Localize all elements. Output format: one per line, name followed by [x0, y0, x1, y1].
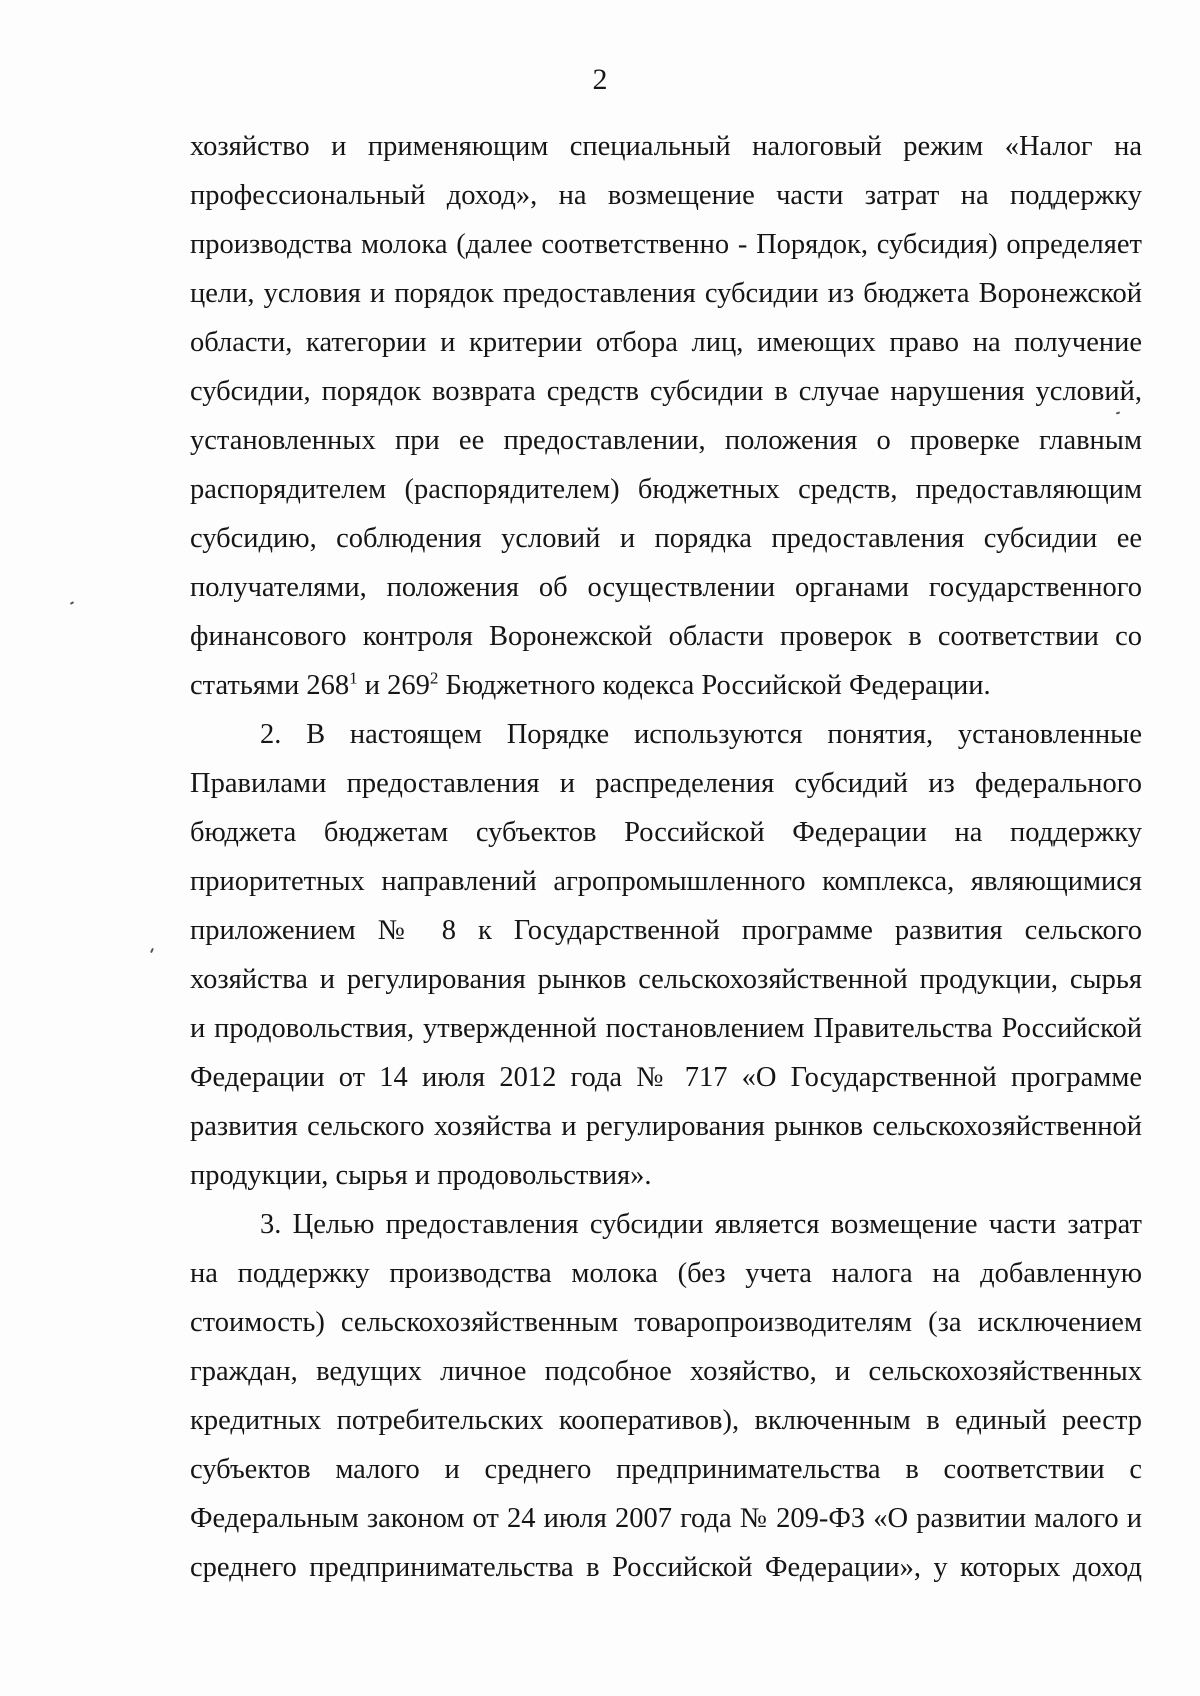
paragraph-1-line-8: распорядителем (распорядителем) бюджетных средств, предоставляющим	[190, 474, 1142, 505]
paragraph-1-line-11: финансового контроля Воронежской области проверок в соответствии со	[190, 621, 1142, 652]
paragraph-3-line-4: граждан, ведущих личное подсобное хозяйство, и сельскохозяйственных	[190, 1356, 1142, 1387]
superscript-1: 1	[349, 668, 358, 688]
paragraph-2-line-8: Федерации от 14 июля 2012 года № 717 «О Государственной программе	[190, 1062, 1142, 1093]
last-line-before: статьями 268	[190, 670, 350, 701]
paragraph-2-line-1: 2. В настоящем Порядке используются понятия, установленные	[260, 719, 1142, 750]
paragraph-2-line-7: и продовольствия, утвержденной постановлением Правительства Российской	[190, 1013, 1142, 1044]
scan-speck	[70, 601, 74, 605]
paragraph-2-line-6: хозяйства и регулирования рынков сельскохозяйственной продукции, сырья	[190, 964, 1142, 995]
paragraph-1-line-1: хозяйство и применяющим специальный налоговый режим «Налог на	[190, 131, 1142, 162]
document-body	[190, 122, 1142, 1592]
paragraph-2-line-9: развития сельского хозяйства и регулирования рынков сельскохозяйственной	[190, 1111, 1142, 1142]
paragraph-1-line-5: области, категории и критерии отбора лиц, имеющих право на получение	[190, 327, 1142, 358]
paragraph-2-line-5: приложением № 8 к Государственной программе развития сельского	[190, 915, 1142, 946]
paragraph-1-line-7: установленных при ее предоставлении, положения о проверке главным	[190, 425, 1142, 456]
paragraph-2-line-4: приоритетных направлений агропромышленного комплекса, являющимися	[190, 866, 1142, 897]
paragraph-1-line-4: цели, условия и порядок предоставления субсидии из бюджета Воронежской	[190, 278, 1142, 309]
paragraph-3-line-7: Федеральным законом от 24 июля 2007 года № 209-ФЗ «О развитии малого и	[190, 1503, 1142, 1534]
paragraph-1-line-3: производства молока (далее соответственно - Порядок, субсидия) определяет	[190, 229, 1142, 260]
last-line-after: Бюджетного кодекса Российской Федерации.	[438, 670, 991, 701]
paragraph-1-line-9: субсидию, соблюдения условий и порядка предоставления субсидии ее	[190, 523, 1142, 554]
paragraph-3-line-5: кредитных потребительских кооперативов), включенным в единый реестр	[190, 1405, 1142, 1436]
paragraph-3-line-2: на поддержку производства молока (без учета налога на добавленную	[190, 1258, 1142, 1289]
paragraph-2-line-10: продукции, сырья и продовольствия».	[190, 1160, 652, 1191]
paragraph-1-line-2: профессиональный доход», на возмещение части затрат на поддержку	[190, 180, 1142, 211]
paragraph-3-line-8: среднего предпринимательства в Российской Федерации», у которых доход	[190, 1552, 1142, 1583]
superscript-2: 2	[429, 668, 439, 688]
paragraph-2-line-3: бюджета бюджетам субъектов Российской Федерации на поддержку	[190, 817, 1142, 848]
paragraph-3-line-3: стоимость) сельскохозяйственным товаропроизводителям (за исключением	[190, 1307, 1142, 1338]
scan-speck	[150, 948, 154, 953]
last-line-middle: и 269	[357, 670, 430, 701]
paragraph-2-line-2: Правилами предоставления и распределения субсидий из федерального	[190, 768, 1142, 799]
paragraph-1-line-6: субсидии, порядок возврата средств субсидии в случае нарушения условий,	[190, 376, 1142, 407]
paragraph-3-line-6: субъектов малого и среднего предпринимательства в соответствии с	[190, 1454, 1142, 1485]
paragraph-1-last-line	[190, 661, 1142, 710]
paragraph-1-line-10: получателями, положения об осуществлении органами государственного	[190, 572, 1142, 603]
page-number: 2	[592, 63, 608, 96]
paragraph-3-line-1: 3. Целью предоставления субсидии является возмещение части затрат	[260, 1209, 1142, 1240]
